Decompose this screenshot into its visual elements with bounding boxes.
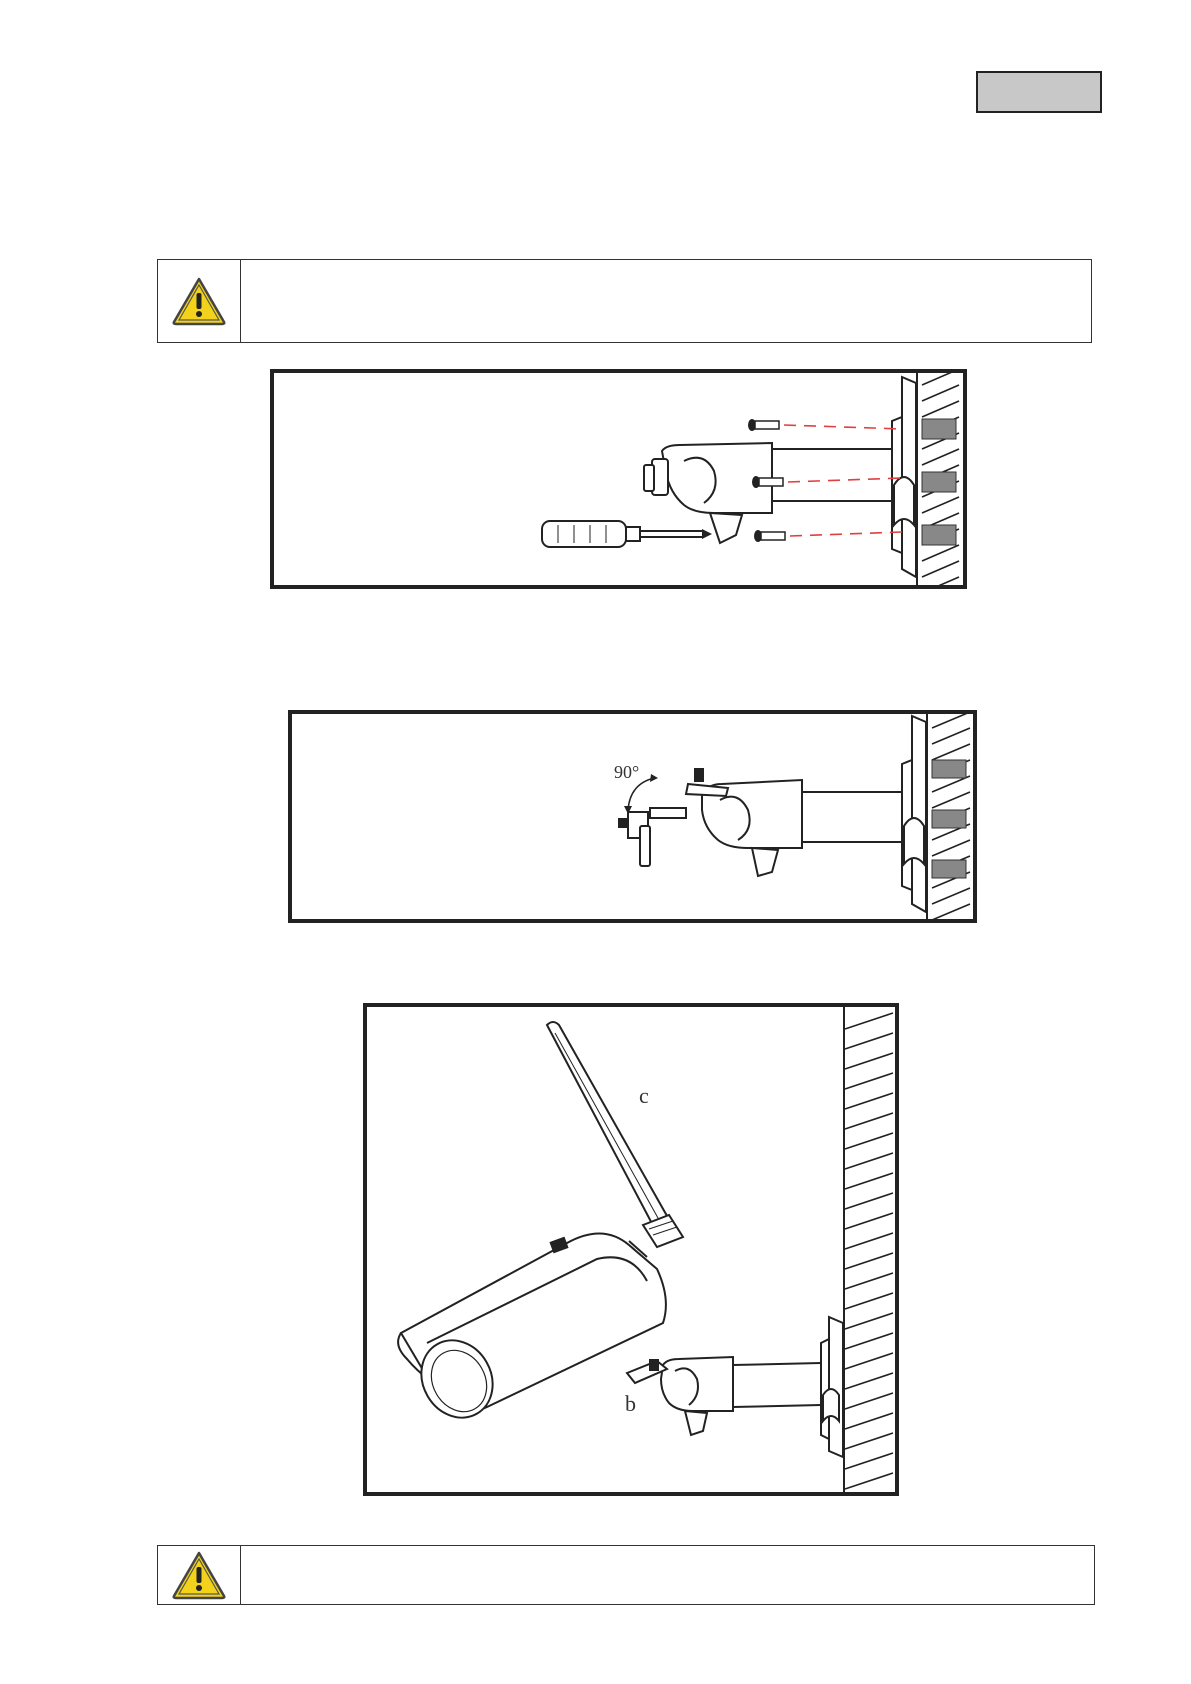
antenna	[547, 1022, 683, 1257]
warning-notice-2	[157, 1545, 1095, 1605]
screw-middle	[752, 476, 783, 488]
camera-mounted-illustration	[367, 1007, 895, 1492]
warning-icon-cell	[158, 1546, 241, 1604]
screw-bottom	[754, 530, 785, 542]
wall-section	[917, 373, 959, 585]
figure-bracket-rotation	[288, 710, 977, 923]
screwdriver	[542, 521, 712, 547]
label-c: c	[639, 1083, 649, 1108]
warning-icon-cell	[158, 260, 241, 342]
warning-icon	[171, 1550, 227, 1600]
wall-section	[844, 1007, 893, 1492]
angle-label: 90°	[614, 762, 640, 782]
screw-top	[748, 419, 779, 431]
bracket-rotation-illustration	[292, 714, 973, 919]
guide-lines	[784, 425, 902, 536]
language-tab	[976, 71, 1102, 113]
warning-icon	[171, 276, 227, 326]
figure-mounting-screws	[270, 369, 967, 589]
figure-camera-mounted	[363, 1003, 899, 1496]
warning-notice-1	[157, 259, 1092, 343]
label-b: b	[625, 1391, 636, 1416]
mounting-screws-illustration	[274, 373, 963, 585]
wall-section	[927, 714, 970, 919]
